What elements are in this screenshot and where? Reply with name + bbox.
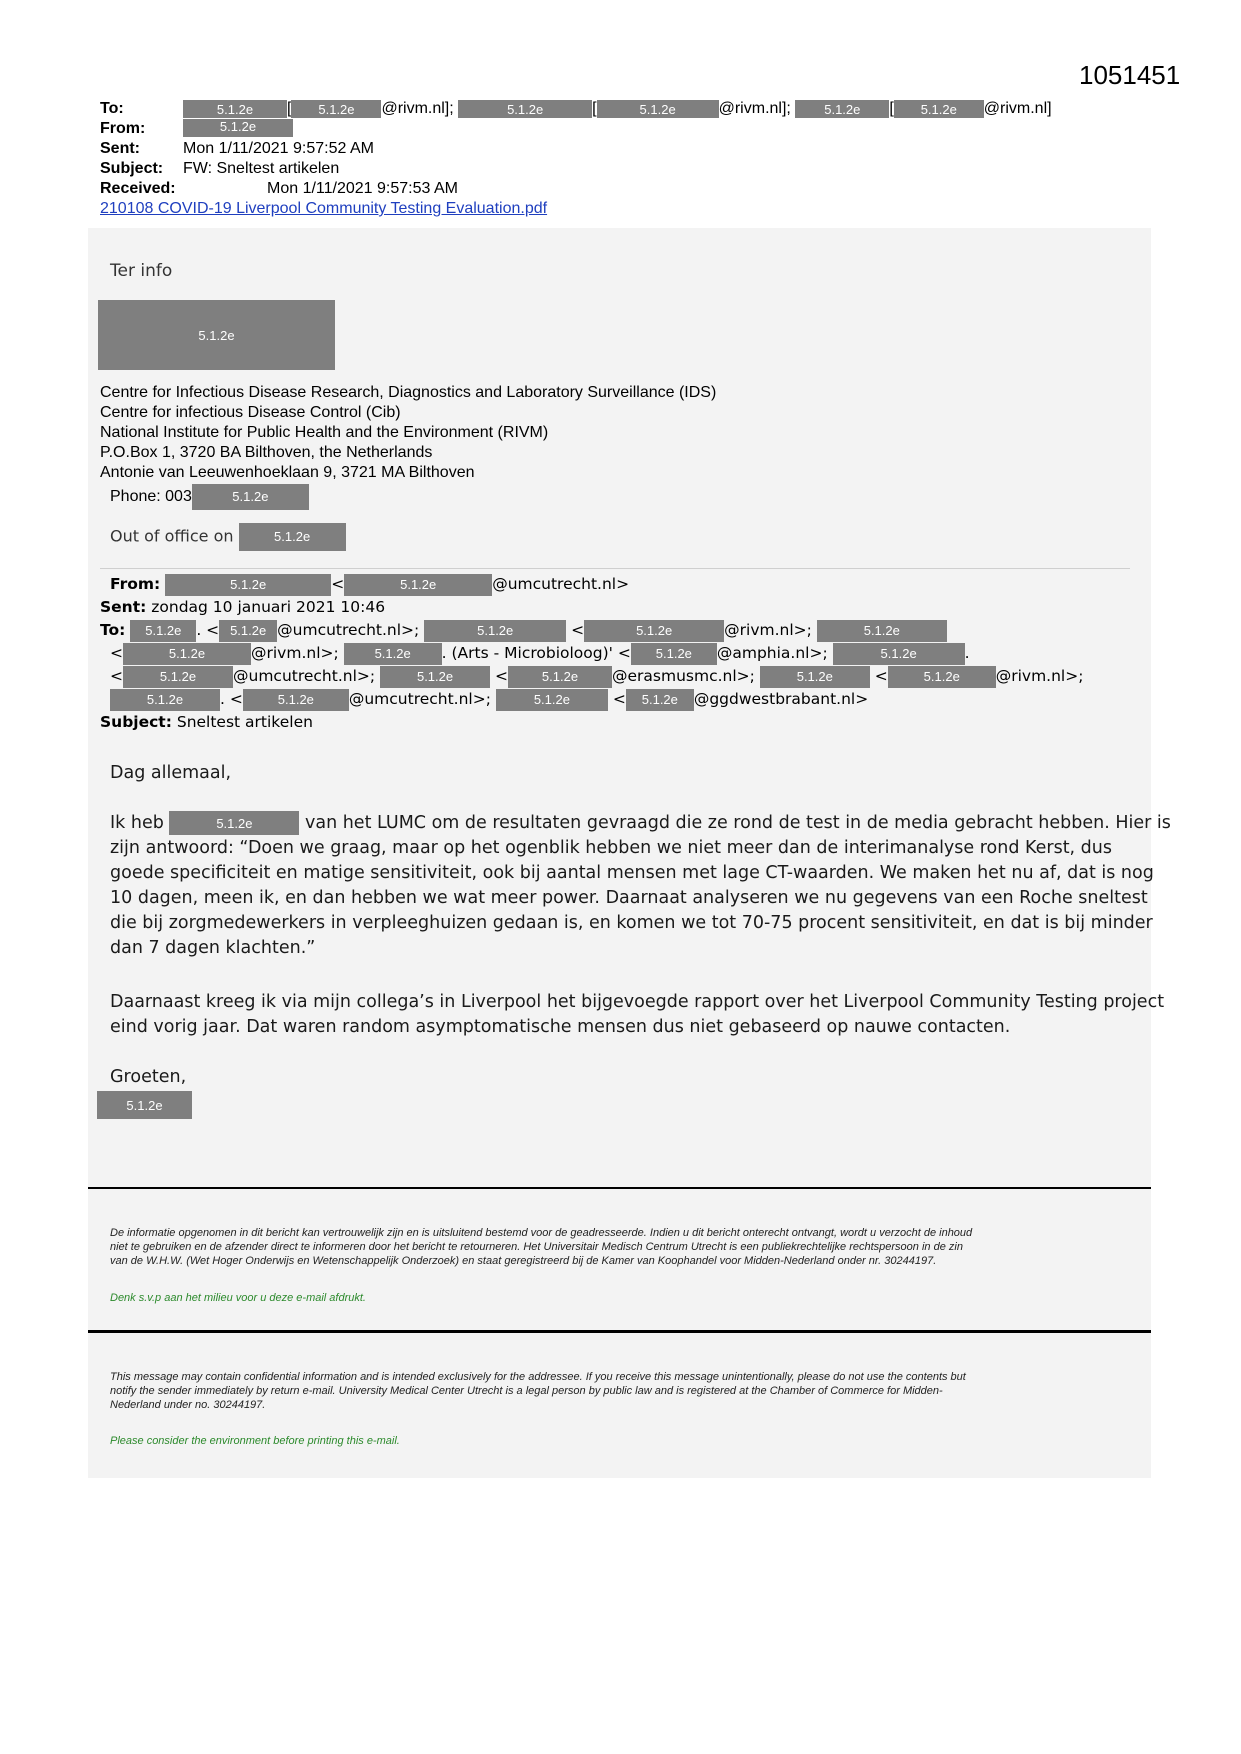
signature-line: Antonie van Leeuwenhoeklaan 9, 3721 MA Bilthoven <box>100 464 475 481</box>
phone-label: Phone: 003 <box>110 488 192 506</box>
recipient-domain: @ggdwestbrabant.nl> <box>693 690 869 708</box>
paragraph-line: eind vorig jaar. Dat waren random asymptomatische mensen dus niet gebaseerd op nauwe contacten. <box>110 1017 1011 1037</box>
redaction: 5.1.2e <box>183 100 287 118</box>
redaction: 5.1.2e <box>344 574 492 596</box>
recipient-domain: @umcutrecht.nl>; <box>233 667 376 685</box>
fwd-sent-row <box>100 596 385 618</box>
header-to-row <box>100 99 124 119</box>
redacted-sender-name: 5.1.2e <box>97 1091 192 1119</box>
document-number: 1051451 <box>1079 60 1181 90</box>
recipient-domain: @erasmusmc.nl>; <box>611 667 755 685</box>
out-of-office-label: Out of office on <box>110 526 234 546</box>
redaction: 5.1.2e <box>496 689 608 711</box>
paragraph-line: zijn antwoord: “Doen we graag, maar op het ogenblik hebben we niet meer dan de interimanalyse rond Kerst, dus <box>110 838 1112 858</box>
fwd-to-row-1: To: 5.1.2e . < 5.1.2e @umcutrecht.nl>; 5.1.2e < 5.1.2e @rivm.nl>; 5.1.2e <box>100 619 947 642</box>
disclaimer-line: notify the sender immediately by return e-mail. University Medical Center Utrecht is a legal person by public law and is registered at the Chamber of Commerce for Midden- <box>110 1385 943 1397</box>
redaction: 5.1.2e <box>795 100 889 118</box>
recipient-domain: @rivm.nl>; <box>995 667 1084 685</box>
footer-en-green: Please consider the environment before printing this e-mail. <box>110 1435 400 1447</box>
disclaimer-line: van de W.H.W. (Wet Hoger Onderwijs en Wetenschappelijk Onderzoek) en staat geregistreerd bij de Kamer van Koophandel voor Midden-Nederland onder nr. 30244197. <box>110 1255 937 1267</box>
paragraph-line: dan 7 dagen klachten.” <box>110 938 316 958</box>
p1-rest: van het LUMC om de resultaten gevraagd die ze rond de test in de media gebracht hebben. Hier is <box>304 813 1171 833</box>
recipient-domain: @rivm.nl>; <box>251 644 339 662</box>
disclaimer-line: De informatie opgenomen in dit bericht kan vertrouwelijk zijn en is uitsluitend bestemd voor de geadresseerde. Indien u dit bericht onterecht ontvangt, wordt u verzocht de inhoud <box>110 1227 973 1239</box>
fwd-from-label: From: <box>110 575 161 593</box>
redaction: 5.1.2e <box>344 643 442 665</box>
ter-info: Ter info <box>110 261 173 281</box>
from-value <box>183 119 293 137</box>
recipient-name: . (Arts - Microbioloog)' <box>441 644 613 662</box>
body-paragraph-1 <box>110 811 1171 961</box>
signature-line: Centre for infectious Disease Control (Cib) <box>100 404 401 421</box>
received-label: Received: <box>100 180 176 197</box>
redaction: 5.1.2e <box>760 666 870 688</box>
fwd-subject-value: Sneltest artikelen <box>171 713 313 731</box>
header-subject-row <box>100 159 163 179</box>
signature-line: National Institute for Public Health and the Environment (RIVM) <box>100 424 549 441</box>
redaction: 5.1.2e <box>165 574 331 596</box>
phone-row <box>110 484 309 510</box>
fwd-to-row-2: < 5.1.2e @rivm.nl>; 5.1.2e . (Arts - Microbioloog)' < 5.1.2e @amphia.nl>; 5.1.2e . <box>110 642 970 665</box>
body-paragraph-2 <box>110 990 1164 1040</box>
redaction: 5.1.2e <box>123 643 251 665</box>
redaction: 5.1.2e <box>631 643 717 665</box>
to-domain: @rivm.nl]; <box>718 100 791 117</box>
signature-line: P.O.Box 1, 3720 BA Bilthoven, the Netherlands <box>100 444 433 461</box>
paragraph-line: 10 dagen, meen ik, en dan hebben we wat meer power. Daarnaat analyseren we nu gegevens van een Roche sneltest <box>110 888 1148 908</box>
redaction: 5.1.2e <box>219 620 277 642</box>
out-of-office-row <box>110 523 346 551</box>
header-received-row <box>100 179 176 199</box>
attachment-link[interactable]: 210108 COVID-19 Liverpool Community Testing Evaluation.pdf <box>100 200 548 217</box>
signature-line: Centre for Infectious Disease Research, Diagnostics and Laboratory Surveillance (IDS) <box>100 384 717 401</box>
paragraph-line: Daarnaast kreeg ik via mijn collega’s in Liverpool het bijgevoegde rapport over het Liverpool Community Testing project <box>110 992 1165 1012</box>
redaction: 5.1.2e <box>183 119 293 137</box>
greeting: Dag allemaal, <box>110 763 232 783</box>
redaction: 5.1.2e <box>291 100 381 118</box>
redaction: 5.1.2e <box>508 666 612 688</box>
subject-value: FW: Sneltest artikelen <box>183 160 340 177</box>
sent-label: Sent: <box>100 140 140 157</box>
footer-en-disclaimer <box>110 1370 966 1412</box>
fwd-from-domain: @umcutrecht.nl> <box>492 575 630 593</box>
header-from-row <box>100 119 145 139</box>
redaction: 5.1.2e <box>169 811 299 835</box>
header-sent-row <box>100 139 140 159</box>
recipient-domain: @umcutrecht.nl>; <box>348 690 491 708</box>
redaction: 5.1.2e <box>123 666 233 688</box>
to-domain: @rivm.nl]; <box>381 100 454 117</box>
fwd-sent-label: Sent: <box>100 598 147 616</box>
from-label: From: <box>100 120 146 137</box>
recipient-domain: @amphia.nl>; <box>716 644 828 662</box>
redaction: 5.1.2e <box>597 100 719 118</box>
redaction: 5.1.2e <box>192 484 309 510</box>
paragraph-line: die bij zorgmedewerkers in verpleeghuizen gedaan is, en komen we tot 70-75 procent sensitiviteit, en dat is bij minder <box>110 913 1153 933</box>
redaction: 5.1.2e <box>584 620 724 642</box>
to-recipients: 5.1.2e [ 5.1.2e @rivm.nl]; 5.1.2e [ 5.1.2e @rivm.nl]; 5.1.2e [ 5.1.2e @rivm.nl] <box>183 99 1052 119</box>
closing: Groeten, <box>110 1067 187 1087</box>
redaction: 5.1.2e <box>380 666 490 688</box>
redaction: 5.1.2e <box>888 666 996 688</box>
paragraph-line: goede specificiteit en matige sensitiviteit, ook bij aantal mensen met lage CT-waarden. We maken het nu af, dat is nog <box>110 863 1154 883</box>
signature-block <box>100 383 716 483</box>
redaction: 5.1.2e <box>130 620 196 642</box>
recipient-domain: @umcutrecht.nl>; <box>277 621 420 639</box>
to-label: To: <box>100 100 124 117</box>
divider <box>100 568 1130 569</box>
redaction: 5.1.2e <box>239 523 346 551</box>
redaction: 5.1.2e <box>833 643 965 665</box>
redaction: 5.1.2e <box>243 689 349 711</box>
disclaimer-line: niet te gebruiken en de afzender direct te informeren door het bericht te retourneren. Het Universitair Medisch Centrum Utrecht is een publiekrechtelijke rechtspersoon in de zin <box>110 1241 963 1253</box>
fwd-subject-label: Subject: <box>100 713 172 731</box>
subject-label: Subject: <box>100 160 164 177</box>
fwd-subject-row <box>100 711 313 733</box>
fwd-to-label: To: <box>100 621 126 639</box>
to-domain-last: @rivm.nl] <box>983 100 1052 117</box>
fwd-to-row-3: < 5.1.2e @umcutrecht.nl>; 5.1.2e < 5.1.2e @erasmusmc.nl>; 5.1.2e < 5.1.2e @rivm.nl>; <box>110 665 1083 688</box>
p1-start: Ik heb <box>110 813 164 833</box>
redaction: 5.1.2e <box>894 100 984 118</box>
sent-value: Mon 1/11/2021 9:57:52 AM <box>183 140 374 157</box>
redaction: 5.1.2e <box>817 620 947 642</box>
redaction: 5.1.2e <box>458 100 592 118</box>
recipient-domain: @rivm.nl>; <box>724 621 812 639</box>
received-value: Mon 1/11/2021 9:57:53 AM <box>267 180 458 197</box>
disclaimer-line: Nederland under no. 30244197. <box>110 1399 266 1411</box>
footer-nl-green: Denk s.v.p aan het milieu voor u deze e-mail afdrukt. <box>110 1292 366 1304</box>
redacted-logo: 5.1.2e <box>98 300 335 370</box>
fwd-sent-value: zondag 10 januari 2021 10:46 <box>146 598 386 616</box>
redaction: 5.1.2e <box>424 620 566 642</box>
redaction: 5.1.2e <box>626 689 694 711</box>
fwd-from-row: From: 5.1.2e < 5.1.2e @umcutrecht.nl> <box>110 573 629 596</box>
fwd-to-row-4: 5.1.2e . < 5.1.2e @umcutrecht.nl>; 5.1.2e < 5.1.2e @ggdwestbrabant.nl> <box>110 688 868 711</box>
footer-nl-disclaimer <box>110 1226 972 1268</box>
redaction: 5.1.2e <box>110 689 220 711</box>
paragraph-line-first <box>110 811 1171 836</box>
disclaimer-line: This message may contain confidential information and is intended exclusively for the addressee. If you receive this message unintentionally, please do not use the contents but <box>110 1371 966 1383</box>
